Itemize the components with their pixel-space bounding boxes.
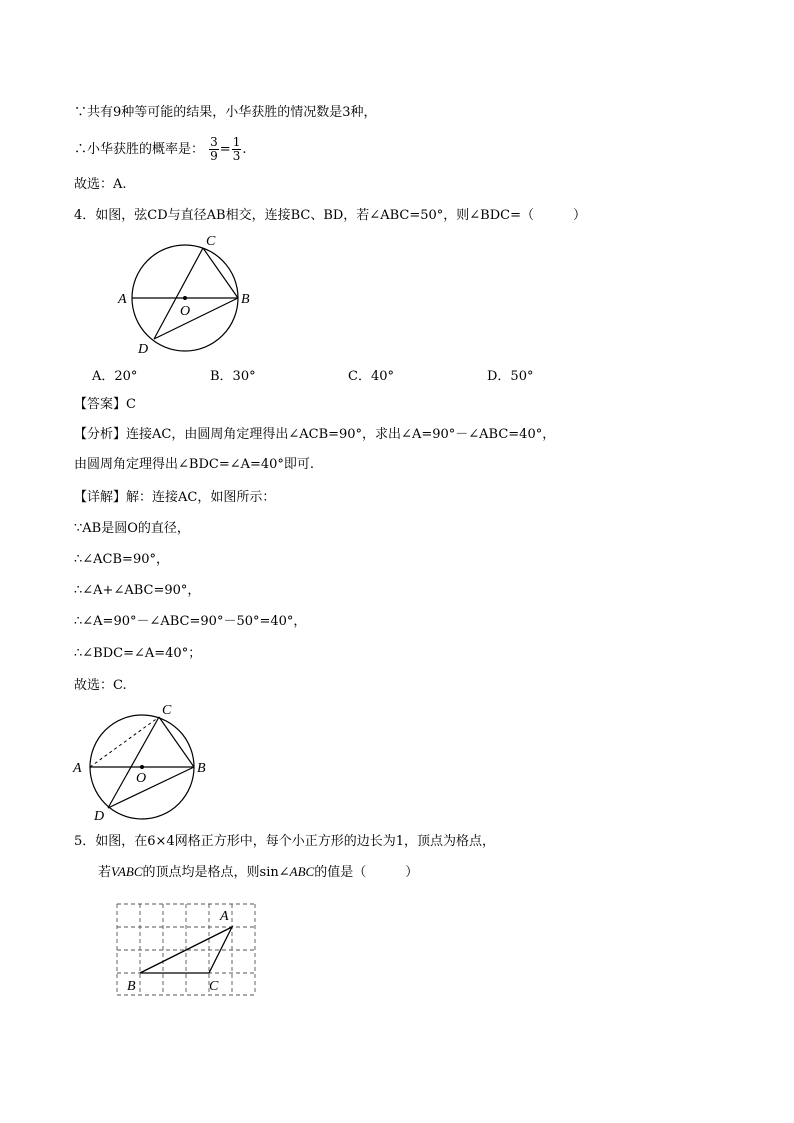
fraction bbox=[209, 136, 219, 163]
label-o: O bbox=[180, 304, 191, 319]
fraction-denominator: 3 bbox=[232, 149, 241, 163]
solution-step: ∴∠ACB=90°， bbox=[74, 552, 169, 567]
text-line: ∵共有9种等可能的结果，小华获胜的情况数是3种， bbox=[74, 105, 377, 120]
label-b: B bbox=[241, 292, 250, 307]
triangle-symbol: VABC bbox=[111, 864, 143, 879]
probability-line bbox=[74, 136, 246, 163]
text-span: 的顶点均是格点，则sin∠ bbox=[142, 865, 290, 880]
fraction-numerator: 1 bbox=[232, 135, 241, 149]
segment-bc bbox=[159, 717, 194, 767]
center-point bbox=[140, 765, 144, 769]
solution-step: ∵AB是圆O的直径， bbox=[74, 521, 190, 536]
answer-line: 【答案】C bbox=[74, 397, 136, 412]
center-point bbox=[183, 296, 187, 300]
chord-cd bbox=[154, 248, 203, 339]
solution-step: 故选：C. bbox=[74, 678, 127, 693]
label-a: A bbox=[73, 761, 82, 776]
option-b: B．30° bbox=[210, 369, 256, 384]
grid-figure bbox=[110, 898, 270, 1003]
question-5: 5．如图，在6×4网格正方形中，每个小正方形的边长为1，顶点为格点， bbox=[74, 834, 495, 849]
solution-step: ∴∠BDC=∠A=40°； bbox=[74, 646, 202, 661]
equals-sign: = bbox=[219, 142, 231, 157]
option-c: C．40° bbox=[348, 369, 394, 384]
label-d: D bbox=[94, 809, 105, 824]
text-span: 若 bbox=[98, 865, 112, 880]
label-a: A bbox=[220, 909, 229, 924]
text-span: ∴小华获胜的概率是： bbox=[74, 142, 205, 157]
option-a: A．20° bbox=[92, 369, 138, 384]
fraction-numerator: 3 bbox=[210, 135, 218, 149]
label-o: O bbox=[136, 771, 147, 786]
detail-heading: 【详解】解：连接AC，如图所示： bbox=[74, 490, 276, 505]
solution-step: ∴∠A+∠ABC=90°， bbox=[74, 583, 201, 598]
circle-figure-2 bbox=[70, 700, 220, 825]
question-5-continued bbox=[98, 863, 418, 882]
text-span: . bbox=[242, 142, 247, 157]
fraction-denominator: 9 bbox=[210, 149, 218, 163]
label-d: D bbox=[138, 342, 149, 357]
angle-name: ABC bbox=[289, 864, 315, 879]
text-span: 的值是（ ） bbox=[314, 865, 419, 880]
solution-step: ∴∠A=90°－∠ABC=90°－50°=40°， bbox=[74, 614, 307, 629]
segment-bc bbox=[203, 248, 238, 298]
chord-cd bbox=[108, 717, 159, 808]
question-4: 4．如图，弦CD与直径AB相交，连接BC、BD，若∠ABC=50°，则∠BDC=（ ） bbox=[74, 208, 586, 223]
option-d: D．50° bbox=[487, 369, 534, 384]
label-a: A bbox=[118, 292, 127, 307]
circle-figure-1 bbox=[110, 228, 270, 358]
label-b: B bbox=[197, 761, 206, 776]
analysis-line: 由圆周角定理得出∠BDC=∠A=40°即可. bbox=[74, 457, 315, 472]
analysis-line: 【分析】连接AC，由圆周角定理得出∠ACB=90°，求出∠A=90°－∠ABC=40°， bbox=[74, 427, 556, 442]
fraction bbox=[232, 136, 242, 163]
text-line: 故选：A. bbox=[74, 177, 127, 192]
label-c: C bbox=[162, 703, 172, 718]
label-c: C bbox=[209, 979, 219, 994]
label-b: B bbox=[127, 979, 136, 994]
label-c: C bbox=[206, 234, 216, 249]
dashed-segment-ac bbox=[90, 717, 159, 767]
